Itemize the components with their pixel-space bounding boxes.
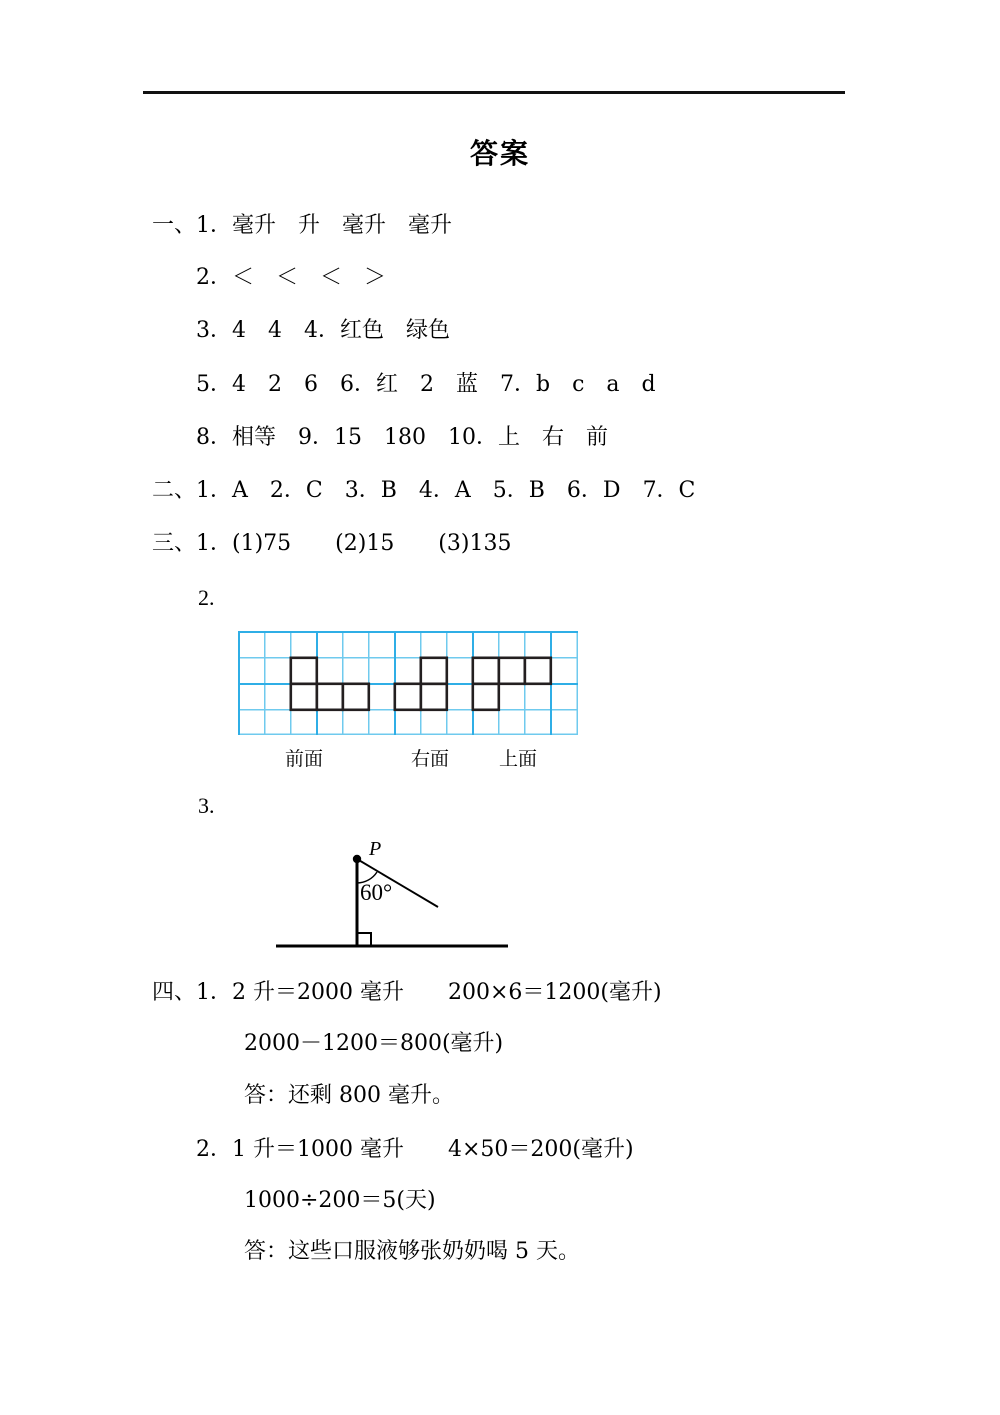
angle-figure [268,838,528,956]
header-rule [143,91,845,94]
grid-caption-top: 上面 [499,748,538,770]
answer-line-3-1: 三、1．(1)75 (2)15 (3)135 [152,531,512,556]
shape-top-view [473,658,551,710]
answer-line-2: 二、1．A 2．C 3．B 4．A 5．B 6．D 7．C [152,478,696,503]
answer-line-1-5: 5．4 2 6 6．红 2 蓝 7．b c a d [196,372,656,397]
answer-line-4-1-c: 答：还剩 800 毫升。 [244,1083,454,1108]
angle-value-label: 60° [360,880,393,905]
grid-caption-right: 右面 [411,748,450,770]
answer-line-4-1-a: 四、1．2 升＝2000 毫升 200×6＝1200(毫升) [152,980,662,1005]
grid-caption-front: 前面 [285,748,324,770]
answer-line-1-1: 一、1．毫升 升 毫升 毫升 [152,213,452,238]
answer-line-4-2-b: 1000÷200＝5(天) [244,1188,436,1213]
three-views-grid-figure [238,631,578,735]
shape-front-view [291,658,369,710]
point-p-label: P [369,838,382,860]
answer-label-3-3: 3. [198,793,215,818]
answer-line-1-3: 3．4 4 4．红色 绿色 [196,318,450,343]
angle-svg [268,838,528,956]
answer-line-1-2: 2．＜ ＜ ＜ ＞ [196,265,386,290]
answer-line-1-8: 8．相等 9．15 180 10．上 右 前 [196,425,608,450]
page-title: 答案 [469,137,530,170]
answer-label-3-2: 2. [198,585,215,610]
three-views-svg [238,631,578,735]
answer-line-4-2-a: 2．1 升＝1000 毫升 4×50＝200(毫升) [196,1137,634,1162]
point-p-dot [353,855,361,863]
answer-line-4-1-b: 2000－1200＝800(毫升) [244,1031,504,1056]
right-angle-marker [357,933,371,946]
shape-right-view [395,658,447,710]
answer-line-4-2-c: 答：这些口服液够张奶奶喝 5 天。 [244,1239,580,1264]
